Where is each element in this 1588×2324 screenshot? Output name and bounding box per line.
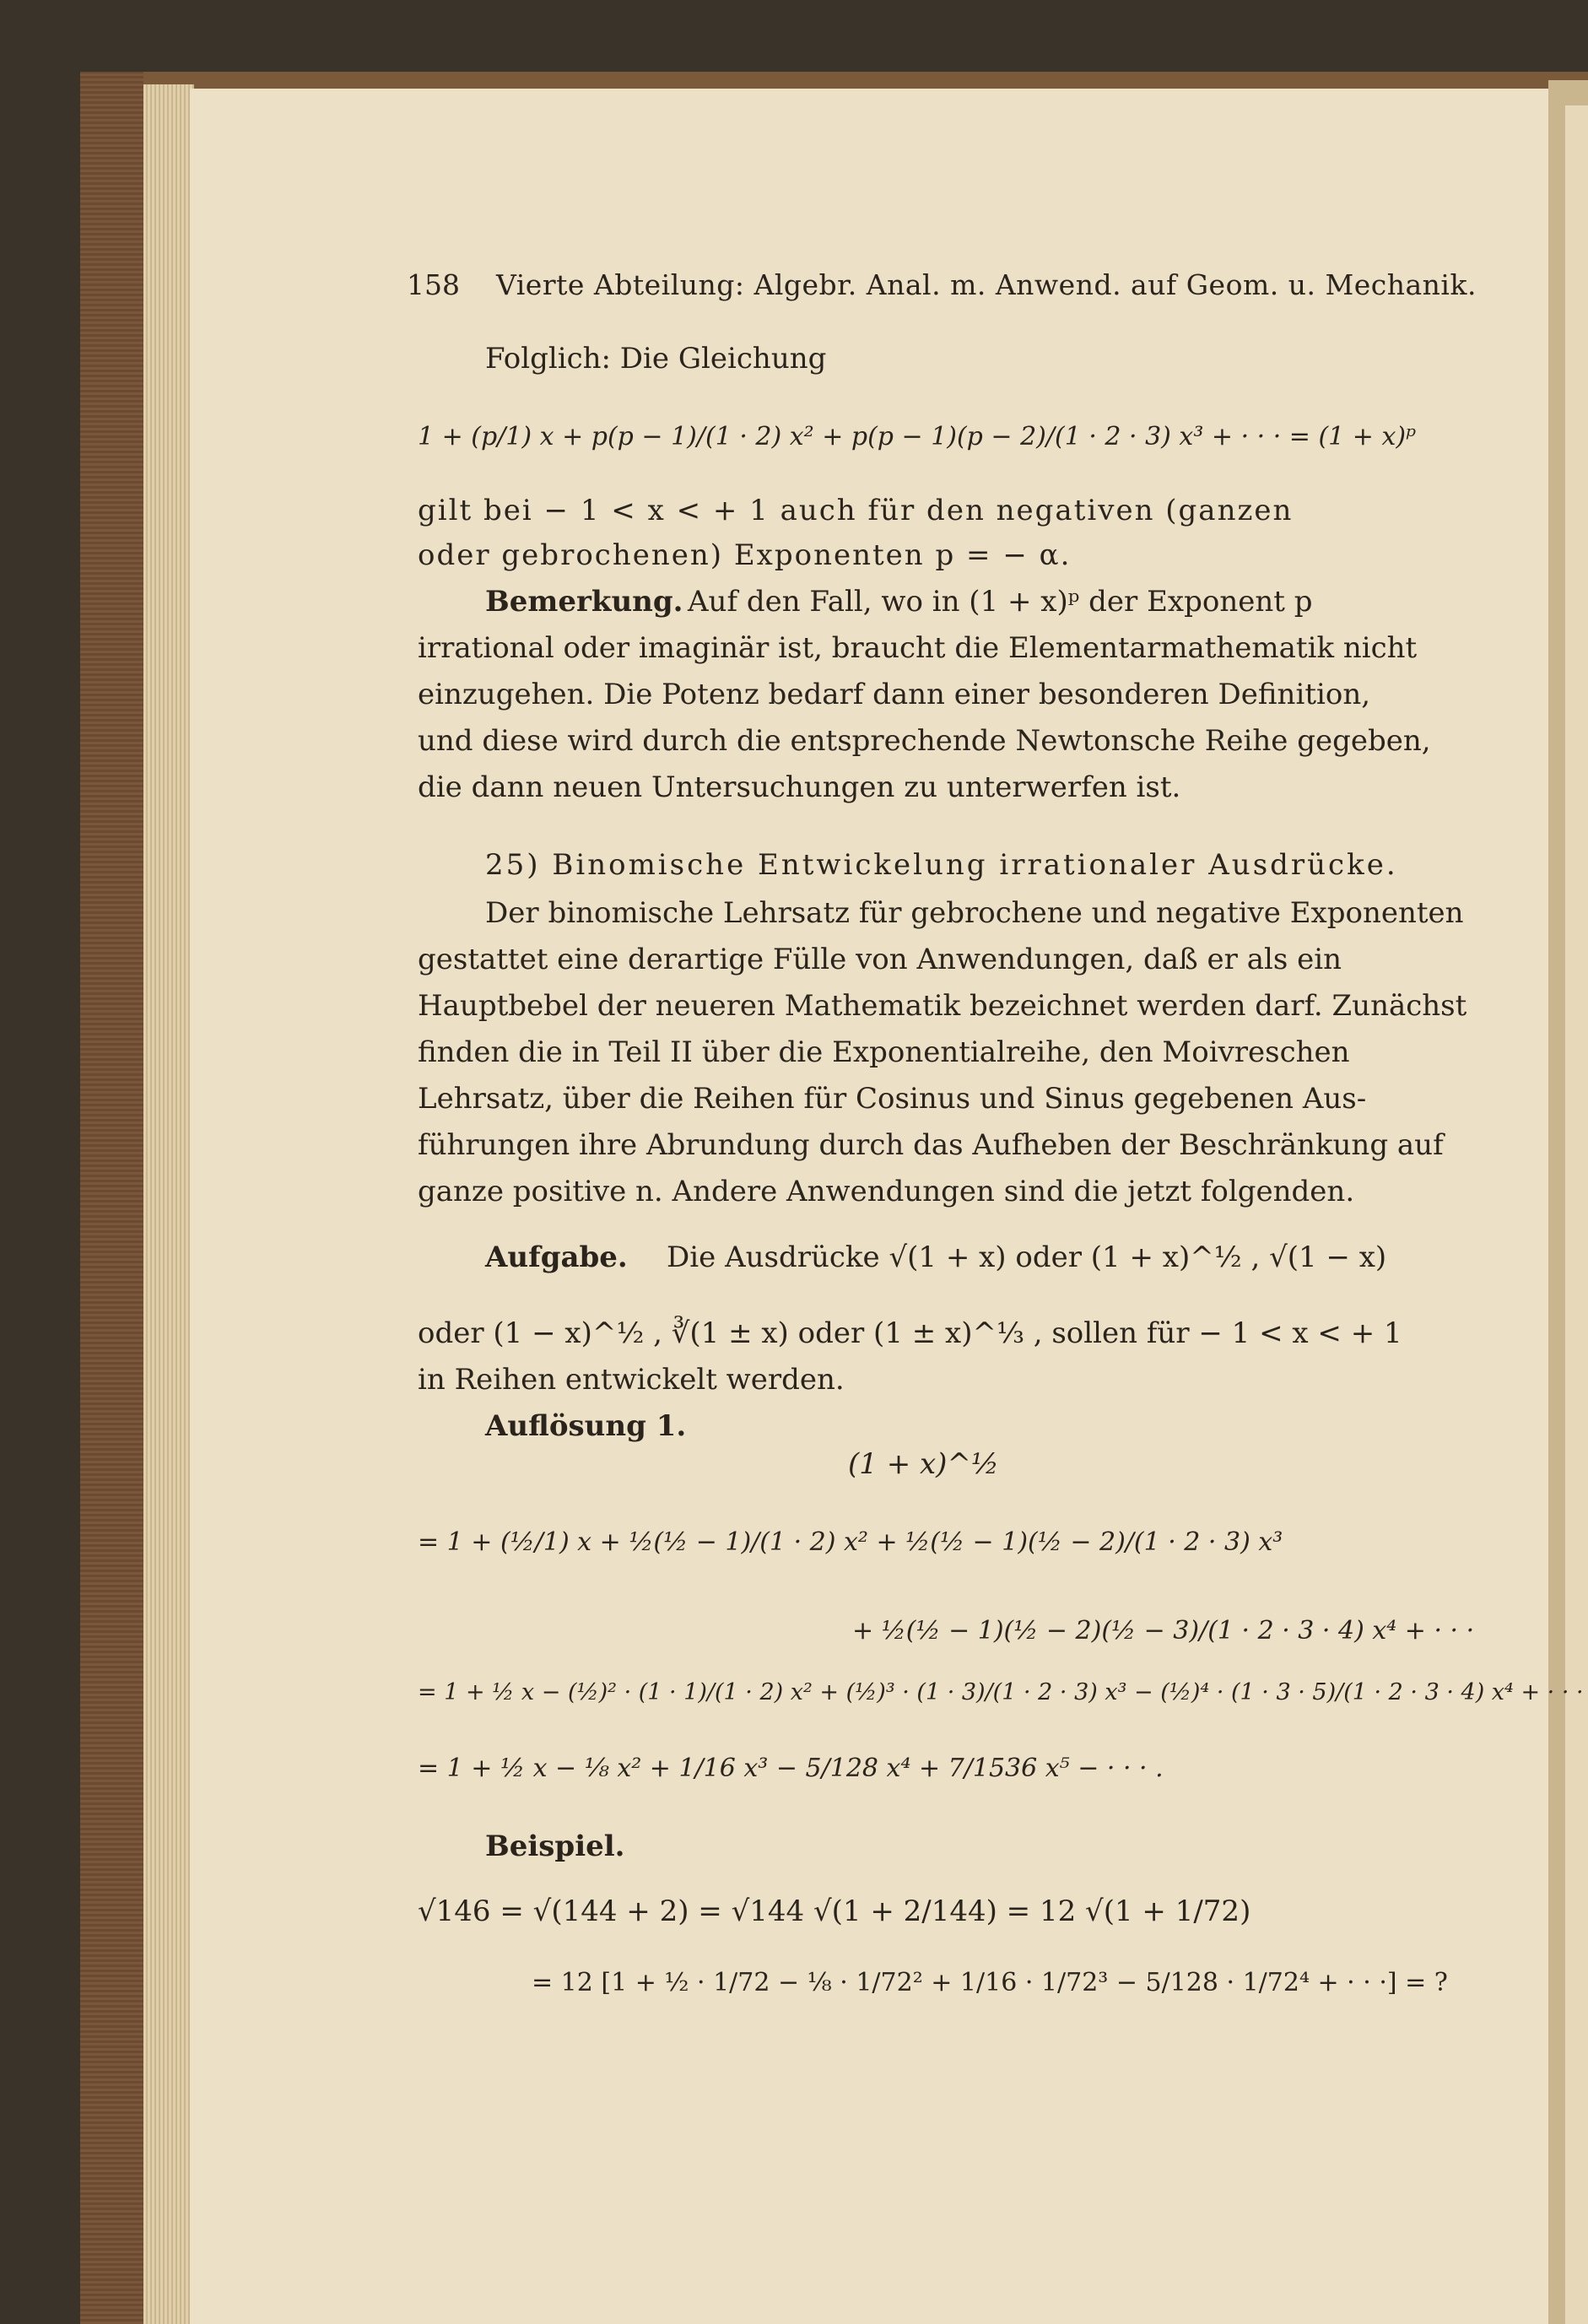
beispiel-label: Beispiel.	[485, 1829, 625, 1863]
bemerkung-label: Bemerkung.	[485, 585, 683, 619]
section-25-line-7: ganze positive n. Andere Anwendungen sind die jetzt folgenden.	[418, 1175, 1355, 1208]
beispiel-row-2: = 12 [1 + ½ · 1/72 − ⅛ · 1/72² + 1/16 · 1/72³ − 5/128 · 1/72⁴ + · · ·] = ?	[532, 1968, 1448, 1997]
aufloesung-label: Auflösung 1.	[485, 1409, 687, 1443]
bemerkung-line-3: einzugehen. Die Potenz bedarf dann einer besonderen Definition,	[418, 678, 1371, 711]
aufgabe-label: Aufgabe.	[485, 1240, 628, 1274]
section-25-heading: 25) Binomische Entwickelung irrationaler Ausdrücke.	[485, 848, 1398, 882]
facing-page	[1565, 105, 1588, 2324]
gilt-line-1: gilt bei − 1 < x < + 1 auch für den negativen (ganzen	[418, 494, 1294, 527]
section-25-line-5: Lehrsatz, über die Reihen für Cosinus und Sinus gegebenen Aus-	[418, 1082, 1367, 1116]
running-title: Vierte Abteilung: Algebr. Anal. m. Anwend. auf Geom. u. Mechanik.	[496, 268, 1477, 301]
gilt-line-2: oder gebrochenen) Exponenten p = − α.	[418, 538, 1072, 572]
aufloesung-row-2: + ½(½ − 1)(½ − 2)(½ − 3)/(1 · 2 · 3 · 4) x⁴ + · · ·	[852, 1616, 1475, 1646]
section-25-line-1: Der binomische Lehrsatz für gebrochene und negative Exponenten	[485, 896, 1464, 930]
folglich-line: Folglich: Die Gleichung	[485, 342, 827, 376]
bemerkung-line-1: Auf den Fall, wo in (1 + x)ᵖ der Exponent p	[688, 585, 1313, 619]
binomial-equation: 1 + (p/1) x + p(p − 1)/(1 · 2) x² + p(p − 1)(p − 2)/(1 · 2 · 3) x³ + · · · = (1 + x)ᵖ	[418, 422, 1417, 451]
book-spine	[80, 72, 143, 2324]
section-25-line-3: Hauptbebel der neueren Mathematik bezeichnet werden darf. Zunächst	[418, 989, 1467, 1023]
aufloesung-lhs: (1 + x)^½	[848, 1447, 999, 1481]
aufgabe-line-2: oder (1 − x)^½ , ∛(1 ± x) oder (1 ± x)^⅓ , sollen für − 1 < x < + 1	[418, 1316, 1402, 1350]
bemerkung-line-4: und diese wird durch die entsprechende Newtonsche Reihe gegeben,	[418, 724, 1431, 758]
aufloesung-row-4: = 1 + ½ x − ⅛ x² + 1/16 x³ − 5/128 x⁴ + 7/1536 x⁵ − · · · .	[418, 1754, 1164, 1783]
section-25-line-6: führungen ihre Abrundung durch das Aufheben der Beschränkung auf	[418, 1128, 1444, 1162]
section-25-line-2: gestattet eine derartige Fülle von Anwendungen, daß er als ein	[418, 943, 1342, 976]
aufloesung-row-3: = 1 + ½ x − (½)² · (1 · 1)/(1 · 2) x² + (½)³ · (1 · 3)/(1 · 2 · 3) x³ − (½)⁴ · (1 · 3 · 5)/(1 · 2 · 3 · 4) x⁴ + · · ·	[418, 1679, 1584, 1705]
aufgabe-line-1: Die Ausdrücke √(1 + x) oder (1 + x)^½ , √(1 − x)	[667, 1240, 1387, 1274]
page-number: 158	[407, 268, 460, 301]
bemerkung-line-5: die dann neuen Untersuchungen zu unterwerfen ist.	[418, 770, 1181, 804]
beispiel-row-1: √146 = √(144 + 2) = √144 √(1 + 2/144) = 12 √(1 + 1/72)	[418, 1894, 1251, 1928]
section-25-line-4: finden die in Teil II über die Exponentialreihe, den Moivreschen	[418, 1035, 1350, 1069]
aufgabe-line-3: in Reihen entwickelt werden.	[418, 1363, 845, 1397]
page-edges	[143, 84, 194, 2324]
bemerkung-line-2: irrational oder imaginär ist, braucht die Elementarmathematik nicht	[418, 631, 1418, 665]
aufloesung-row-1: = 1 + (½/1) x + ½(½ − 1)/(1 · 2) x² + ½(½ − 1)(½ − 2)/(1 · 2 · 3) x³	[418, 1527, 1283, 1557]
